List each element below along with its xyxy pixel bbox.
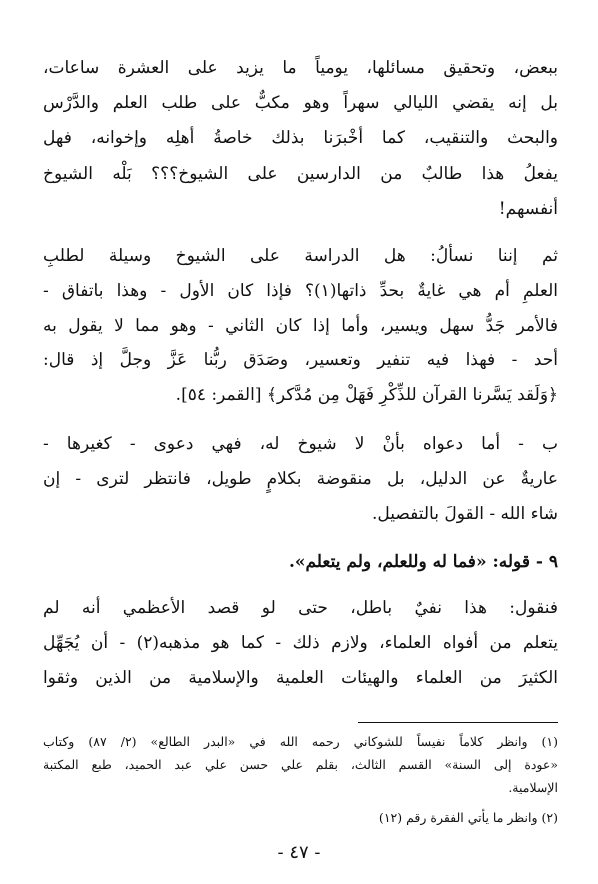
text-line: ببعض، وتحقيق مسائلها، يومياً ما يزيد على العشرة ساعات، [43, 58, 558, 78]
text-line: أنفسهم! [498, 199, 558, 219]
text-line: والبحث والتنقيب، كما أخْبرَنا بذلك خاصةُ أهلِه وإخوانه، فهل [43, 128, 558, 148]
quran-verse-line: ﴿وَلَقد يَسَّرنا القرآن للذِّكْرِ فَهَلْ مِن مُدَّكر﴾ [القمر: ٥٤]. [175, 385, 558, 405]
text-line: العلمِ أم هي غايةٌ بحدِّ ذاتها(١)؟ فإذا كان الأول - وهذا باتفاق - [43, 281, 558, 301]
text-line: الكثيرَ من العلماء والهيئات العلمية والإسلامية من الذين وثقوا [43, 668, 558, 688]
section-heading: ٩ - قوله: «فما له وللعلم، ولم يتعلم». [288, 552, 558, 572]
text-line: ب - أما دعواه بأنْ لا شيوخ له، فهي دعوى - كغيرها - [43, 434, 558, 454]
text-line: بل إنه يقضي الليالي سهراً وهو مكبٌّ على طلب العلم والدَّرْس [43, 93, 558, 113]
footnote-separator [358, 722, 558, 723]
footnote-line: «عودة إلى السنة» القسم الثالث، بقلم علي حسن علي عبد الحميد، طبع المكتبة [43, 757, 558, 772]
footnote-line: (٢) وانظر ما يأتي الفقرة رقم (١٢) [378, 810, 558, 825]
text-line: شاء الله - القولَ بالتفصيل. [371, 504, 558, 524]
text-line: ثم إننا نسألُ: هل الدراسة على الشيوخ وسيلة لطلبِ [43, 246, 558, 266]
text-line: أحد - فهذا فيه تنفير وتعسير، وصَدَق ربُّنا عَزَّ وجلَّ إذ قال: [43, 350, 558, 370]
footnote-line: (١) وانظر كلاماً نفيساً للشوكاني رحمه الله في «البدر الطالع» (٢/ ٨٧) وكتاب [43, 734, 559, 749]
text-line: عاريةٌ عن الدليل، بل منقوضة بكلامٍ طويل، فانتظر لترى - إن [43, 469, 558, 489]
text-line: يفعلُ هذا طالبٌ من الدارسين على الشيوخ؟؟؟ بَلْه الشيوخ [43, 164, 558, 184]
text-line: فالأمر جَدُّ سهل ويسير، وأما إذا كان الثاني - وهو مما لا يقول به [43, 316, 558, 336]
footnote-line: الإسلامية. [508, 780, 558, 795]
text-line: فنقول: هذا نفيٌ باطل، حتى لو قصد الأعظمي أنه لم [43, 598, 558, 618]
text-line: يتعلم من أفواه العلماء، ولازم ذلك - كما هو مذهبه(٢) - أن يُجَهِّل [43, 633, 558, 653]
page-number: - ٤٧ - [277, 842, 321, 863]
